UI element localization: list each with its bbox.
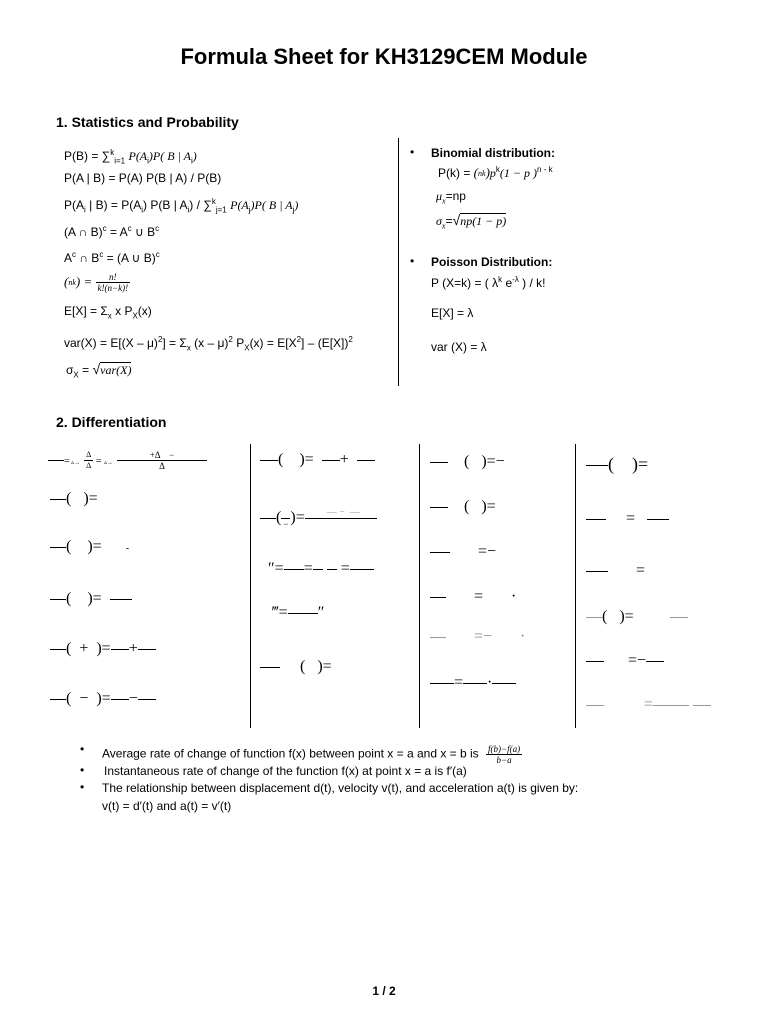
derivative-of-constant: ( )= xyxy=(50,490,98,508)
power-rule: ( )= - xyxy=(50,538,129,556)
sum-rule: ( + )= + xyxy=(50,640,156,658)
derivative-of-tangent: =− xyxy=(430,543,496,561)
note-average-rate: Average rate of change of function f(x) between point x = a and x = b is $\frac{f(b)-f(a)}{b-a}$ xyxy=(102,744,521,765)
derivative-of-cosecant: = xyxy=(586,562,645,580)
derivative-of-natural-log: ( )= xyxy=(586,454,648,475)
binomial-heading: Binomial distribution: xyxy=(431,146,555,160)
bayes-theorem-formula: $P(A_i$ | $B) = P(A_i)$ P(B | $A_i) / \sum^k_{j=1}$ $P(A_j)P$( B | $A_j$) xyxy=(64,197,299,215)
note-kinematics-formula: v(t) = d′(t) and a(t) = v′(t) xyxy=(102,799,232,813)
derivative-of-logarithm: = · xyxy=(430,674,516,692)
derivative-of-general-exponential: =− · xyxy=(430,628,525,646)
derivative-of-sine: ( )=− xyxy=(430,453,505,471)
note-kinematics: The relationship between displacement d(t), velocity v(t), and acceleration a(t) is given by: xyxy=(102,781,579,795)
difference-rule: ( − )= − xyxy=(50,690,156,708)
derivative-of-cosine: ( )= xyxy=(430,498,496,516)
binomial-sd: $\sigma_x=√np(1 - p)$ xyxy=(436,212,507,231)
poisson-pmf: P (X=k) = ( $\lambda^k$ $e^{-\lambda}$ ) / k! xyxy=(431,275,546,290)
chain-rule: ( )= xyxy=(260,658,332,676)
section-heading-statistics: 1. Statistics and Probability xyxy=(56,114,239,130)
third-derivative-notation: ‴= ″ xyxy=(272,604,325,621)
constant-multiple-rule: ( )= xyxy=(50,590,132,608)
bullet-icon: • xyxy=(80,763,85,777)
standard-deviation-formula: $\sigma_X = √var(X)$ xyxy=(66,361,132,380)
column-divider xyxy=(575,444,576,728)
bullet-icon: • xyxy=(80,742,85,756)
binomial-mean: $\mu_x=np$ xyxy=(436,189,466,206)
poisson-expectation: E[X] = λ xyxy=(431,306,474,320)
product-rule: ( )= + xyxy=(260,451,375,469)
column-divider xyxy=(419,444,420,728)
derivative-of-secant: = xyxy=(586,510,669,528)
poisson-heading: Poisson Distribution: xyxy=(431,255,553,269)
conditional-probability-formula: P(A | B) = P(A) P(B | A) / P(B) xyxy=(64,171,222,185)
variance-formula: $var(X) = E[(X - \mu)^2] = \Sigma_x$ (x – μ)$^2$ $P_X(x) = E[X^2] - (E[X])^2$ xyxy=(64,335,353,353)
derivative-of-arcsine: =− xyxy=(586,652,664,670)
derivative-definition: = ▵→ $\frac{\Delta}{\Delta}$ = ▵→ $\frac{+\Delta -}{\Delta}$ xyxy=(48,450,207,471)
bullet-icon: • xyxy=(410,145,415,159)
binomial-pmf: $P(k) = (nk)p^k(1 - p$ )$^{n - k}$ xyxy=(438,165,553,180)
page-number: 1 / 2 xyxy=(372,984,396,998)
binomial-coefficient-formula: (nk) = $\frac{n!}{k!(n-k)!}$ xyxy=(64,272,129,293)
column-divider xyxy=(250,444,251,728)
total-probability-formula: P(B) = ∑$^k_{i=1}$ $P(A_i)P$( B | $A_i$) xyxy=(64,148,197,166)
section-heading-differentiation: 2. Differentiation xyxy=(56,414,167,430)
quotient-rule: ( − )= — − — xyxy=(260,508,377,529)
derivative-of-cotangent: ( )= xyxy=(586,608,688,626)
bullet-icon: • xyxy=(410,254,415,268)
expectation-formula: $E[X] = \Sigma_x$ x $P_X(x)$ xyxy=(64,304,152,321)
bullet-icon: • xyxy=(80,780,85,794)
derivative-of-exponential: = · xyxy=(430,588,516,606)
column-divider xyxy=(398,138,399,386)
derivative-of-arctangent: = xyxy=(586,696,711,714)
de-morgan-law-1: (A ∩ $B)^c = A^c$ ∪ $B^c$ xyxy=(64,224,160,239)
de-morgan-law-2: $A^c$ ∩ $B^c = (A$ ∪ B)$^c$ xyxy=(64,250,160,265)
second-derivative-notation: ″= = = xyxy=(268,560,374,578)
poisson-variance: var (X) = λ xyxy=(431,340,487,354)
page-title: Formula Sheet for KH3129CEM Module xyxy=(180,44,588,69)
note-instantaneous-rate: Instantaneous rate of change of the function f(x) at point x = a is f′(a) xyxy=(104,764,467,778)
